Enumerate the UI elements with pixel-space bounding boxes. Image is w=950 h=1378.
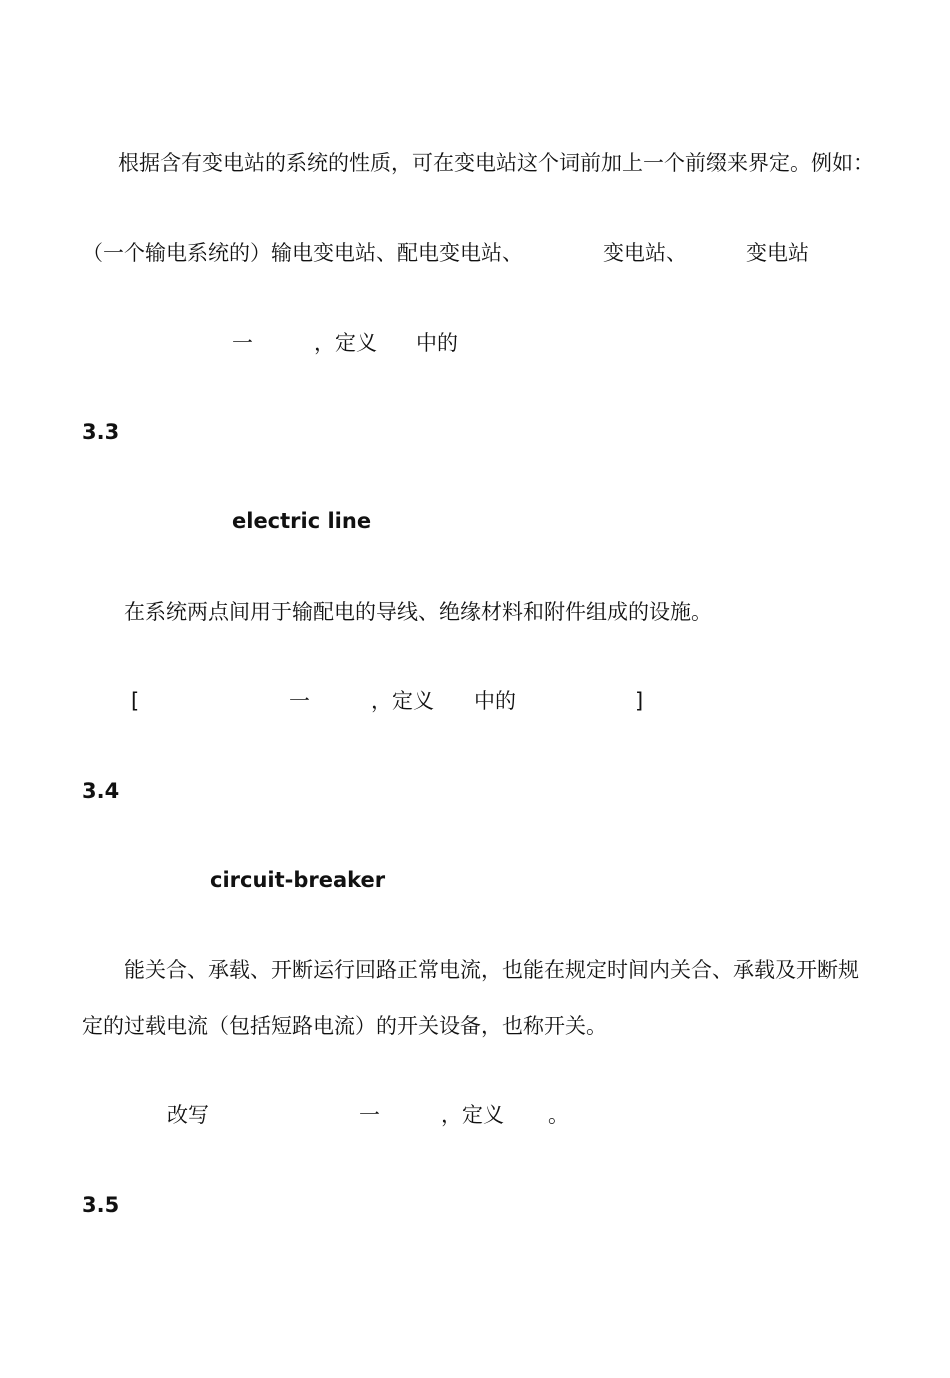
paragraph-line-2-part-a: （一个输电系统的）输电变电站、配电变电站、 (82, 241, 523, 265)
definition-3-3: 在系统两点间用于输配电的导线、绝缘材料和附件组成的设施。 (124, 600, 712, 624)
term-english-3-3: electric line (232, 509, 372, 533)
reference-dash-3-3: 一 (289, 689, 310, 713)
reference-open-bracket: [ (131, 689, 140, 713)
section-number-3-4: 3.4 (82, 779, 120, 803)
reference-middle-3-3: 中的 (474, 689, 516, 713)
paragraph-line-2-part-c: 变电站 (746, 241, 809, 265)
reference-middle: 中的 (416, 331, 458, 355)
reference-close-bracket: ] (635, 689, 644, 713)
definition-3-4-line-1: 能关合、承载、开断运行回路正常电流，也能在规定时间内关合、承载及开断规 (124, 958, 859, 982)
term-english-3-4: circuit-breaker (210, 868, 386, 892)
note-end-period: 。 (548, 1103, 569, 1127)
paragraph-line-1: 根据含有变电站的系统的性质，可在变电站这个词前加上一个前缀来界定。例如： (118, 151, 874, 175)
reference-definition-3-3: ，定义 (371, 689, 434, 713)
reference-dash: 一 (232, 331, 253, 355)
paragraph-line-2-part-b: 变电站、 (603, 241, 687, 265)
section-number-3-5: 3.5 (82, 1193, 120, 1217)
note-dash: 一 (359, 1103, 380, 1127)
note-rewrite: 改写 (167, 1103, 209, 1127)
reference-definition: ，定义 (314, 331, 377, 355)
definition-3-4-line-2: 定的过载电流（包括短路电流）的开关设备，也称开关。 (82, 1014, 607, 1038)
section-number-3-3: 3.3 (82, 420, 120, 444)
note-definition: ，定义 (441, 1103, 504, 1127)
